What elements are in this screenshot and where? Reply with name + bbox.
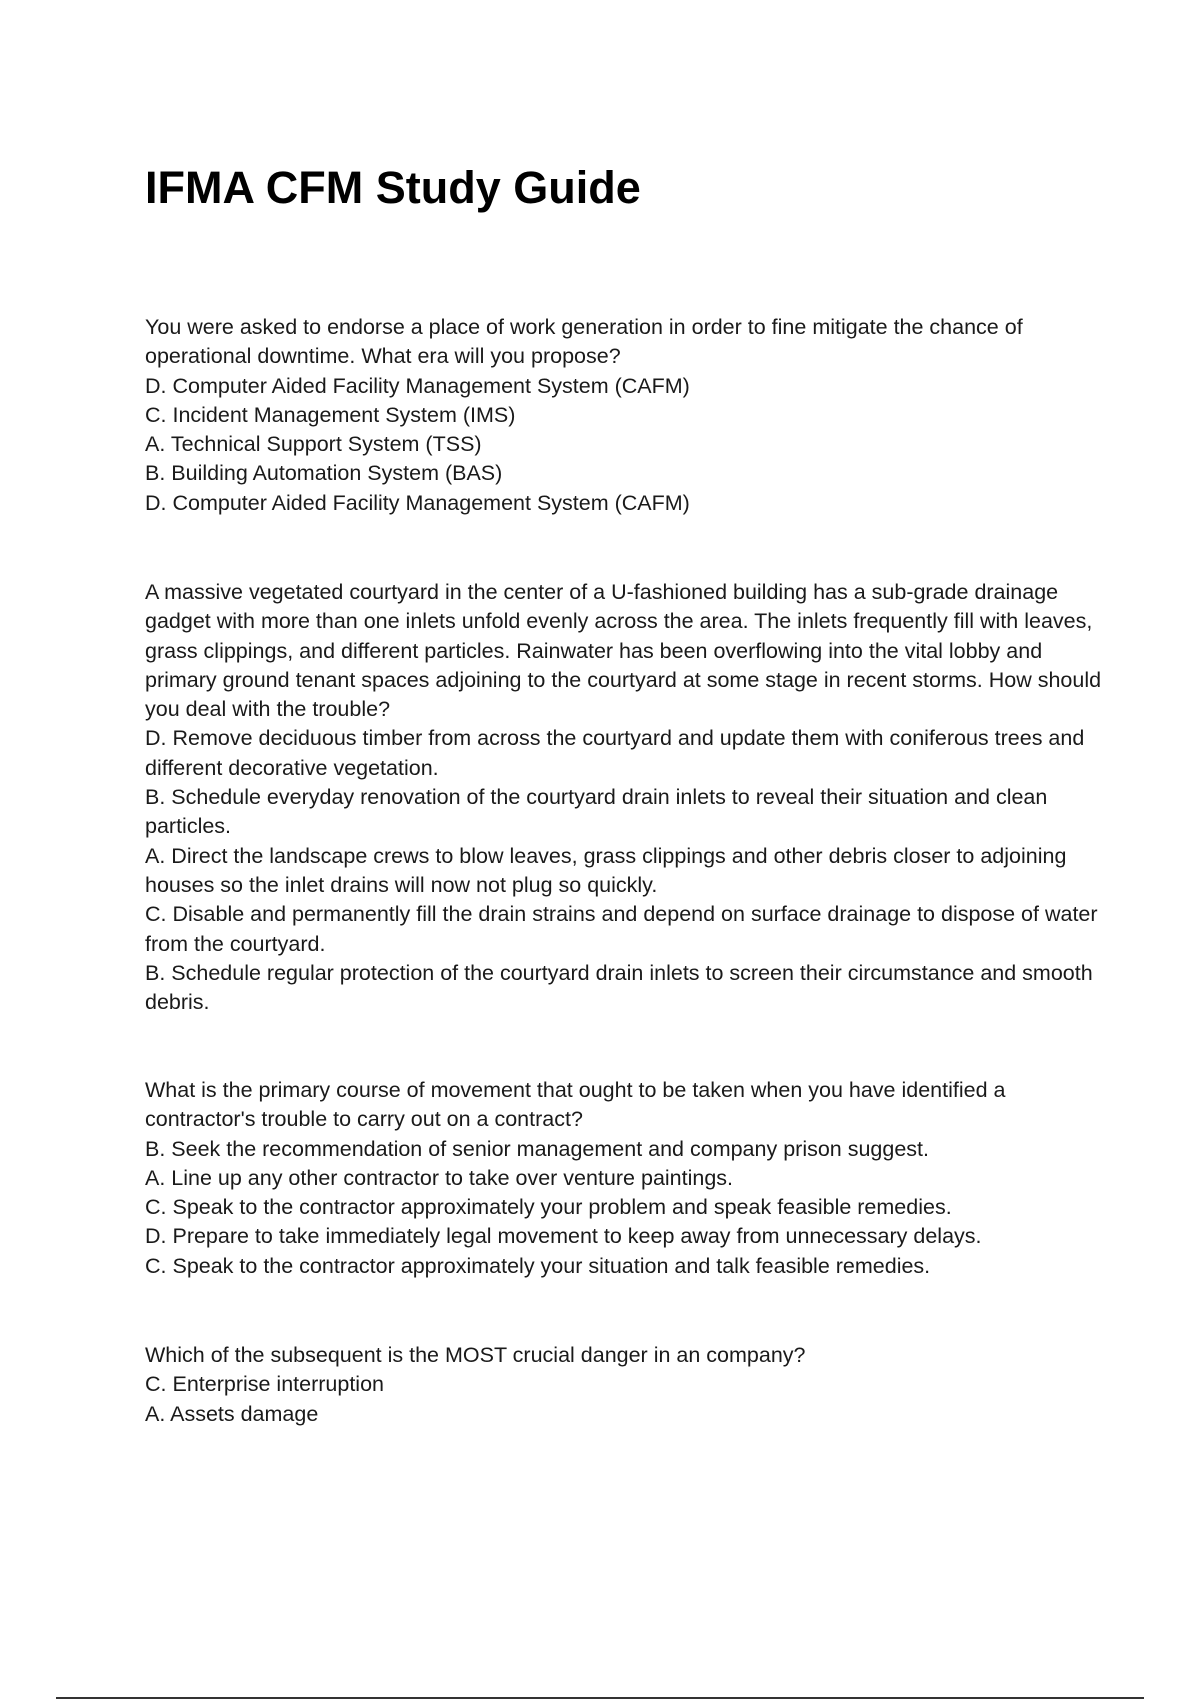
page-title: IFMA CFM Study Guide <box>145 162 641 213</box>
answer-option: C. Speak to the contractor approximately your problem and speak feasible remedies. <box>145 1195 952 1220</box>
answer-option: A. Technical Support System (TSS) <box>145 432 482 457</box>
answer-option: B. Building Automation System (BAS) <box>145 461 503 486</box>
question-text: You were asked to endorse a place of work generation in order to fine mitigate the chance of operational downtime. What era will you propose? <box>145 315 1023 369</box>
question-text: What is the primary course of movement that ought to be taken when you have identified a contractor's trouble to carry out on a contract? <box>145 1078 1006 1132</box>
answer-option: C. Enterprise interruption <box>145 1372 384 1397</box>
footer-divider <box>56 1697 1144 1699</box>
answer-option: A. Direct the landscape crews to blow leaves, grass clippings and other debris closer to adjoining houses so the inlet drains will now not plug so quickly. <box>145 843 1067 897</box>
question-text: Which of the subsequent is the MOST crucial danger in an company? <box>145 1343 806 1367</box>
correct-answer: D. Computer Aided Facility Management System (CAFM) <box>145 490 690 515</box>
answer-option: D. Computer Aided Facility Management System (CAFM) <box>145 373 690 398</box>
answer-option: B. Seek the recommendation of senior management and company prison suggest. <box>145 1136 930 1161</box>
question-block-3 <box>145 1076 1105 1281</box>
answer-option: B. Schedule everyday renovation of the courtyard drain inlets to reveal their situation and clean particles. <box>145 785 1048 839</box>
question-text: A massive vegetated courtyard in the center of a U-fashioned building has a sub-grade drainage gadget with more than one inlets unfold evenly across the area. The inlets frequently fill with leaves, grass clippings, and different particles. Rainwater has been overflowing into the vital lobby and primary ground tenant spaces adjoining to the courtyard at some stage in recent storms. How should you deal with the trouble? <box>145 580 1102 722</box>
answer-option: C. Incident Management System (IMS) <box>145 402 516 427</box>
question-block-4 <box>145 1341 1105 1429</box>
correct-answer: B. Schedule regular protection of the courtyard drain inlets to screen their circumstance and smooth debris. <box>145 960 1093 1015</box>
answer-option: A. Assets damage <box>145 1401 319 1426</box>
answer-option: A. Line up any other contractor to take over venture paintings. <box>145 1165 734 1190</box>
question-block-2 <box>145 578 1105 1017</box>
question-block-1 <box>145 313 1105 518</box>
answer-option: D. Prepare to take immediately legal movement to keep away from unnecessary delays. <box>145 1224 982 1249</box>
answer-option: C. Disable and permanently fill the drain strains and depend on surface drainage to dispose of water from the courtyard. <box>145 902 1098 956</box>
answer-option: D. Remove deciduous timber from across the courtyard and update them with coniferous trees and different decorative vegetation. <box>145 726 1085 780</box>
correct-answer: C. Speak to the contractor approximately your situation and talk feasible remedies. <box>145 1253 931 1278</box>
